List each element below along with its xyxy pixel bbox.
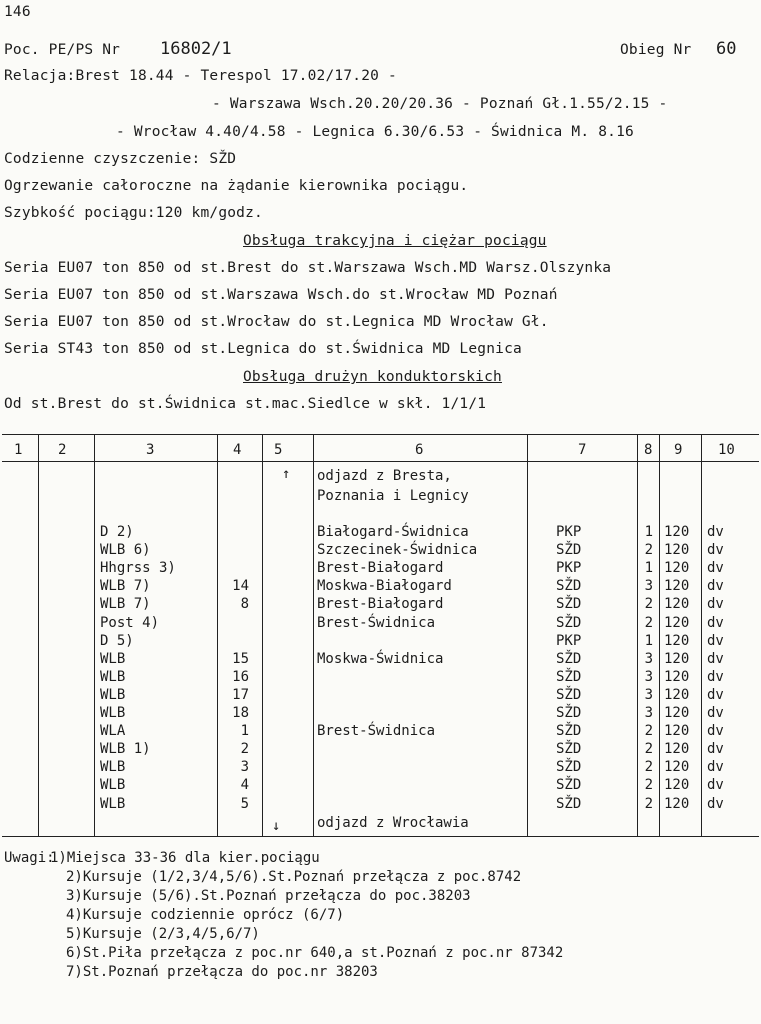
cell-c6: Brest-Białogard: [317, 596, 444, 613]
cell-c8: 1: [644, 632, 653, 649]
cell-c8: 2: [644, 723, 653, 740]
cell-c9: 120: [664, 777, 690, 794]
cleaning-info: Codzienne czyszczenie: SŽD: [4, 151, 237, 167]
cell-c4: 16: [232, 668, 249, 685]
col-header: 10: [718, 442, 735, 458]
traction-line: Seria EU07 ton 850 od st.Brest do st.Warszawa Wsch.MD Warsz.Olszynka: [4, 260, 612, 276]
cell-c7: SŽD: [556, 795, 582, 812]
cell-c9: 120: [664, 524, 690, 540]
cell-c9: 120: [664, 560, 690, 577]
cell-c8: 2: [644, 542, 653, 559]
cell-c10: dv: [707, 632, 724, 649]
circulation-label: Obieg Nr: [620, 42, 692, 58]
traction-line: Seria ST43 ton 850 od st.Legnica do st.Świdnica MD Legnica: [4, 341, 522, 357]
cell-c10: dv: [707, 777, 724, 794]
cell-c3: WLB: [100, 795, 126, 812]
cell-c10: dv: [707, 686, 724, 703]
cell-c8: 2: [644, 759, 653, 776]
cell-c9: 120: [664, 542, 690, 559]
cell-c3: Hhgrss 3): [100, 560, 176, 577]
traction-line: Seria EU07 ton 850 od st.Wrocław do st.Legnica MD Wrocław Gł.: [4, 314, 549, 330]
traction-title: Obsługa trakcyjna i ciężar pociągu: [243, 233, 547, 249]
cell-c6: Moskwa-Białogard: [317, 578, 452, 595]
arrow-down-icon: ↓: [272, 818, 281, 834]
cell-c10: dv: [707, 524, 724, 540]
cell-c10: dv: [707, 795, 724, 812]
cell-c3: D 2): [100, 524, 134, 540]
table-col-divider: [637, 434, 638, 837]
cell-c9: 120: [664, 741, 690, 758]
cell-c7: SŽD: [556, 614, 582, 631]
cell-c10: dv: [707, 596, 724, 613]
table-col-divider: [217, 434, 218, 837]
note-item: 4)Kursuje codziennie oprócz (6/7): [66, 907, 345, 923]
cell-c7: SŽD: [556, 596, 582, 613]
cell-c8: 3: [644, 668, 653, 685]
cell-c4: 8: [240, 596, 249, 613]
arrow-up-icon: ↑: [282, 466, 291, 482]
cell-c9: 120: [664, 686, 690, 703]
cell-c6: Moskwa-Świdnica: [317, 650, 444, 667]
cell-c4: 3: [240, 759, 249, 776]
note-item: 3)Kursuje (5/6).St.Poznań przełącza do poc.38203: [66, 888, 471, 904]
cell-c10: dv: [707, 614, 724, 631]
cell-c7: SŽD: [556, 723, 582, 740]
cell-c7: PKP: [556, 524, 582, 540]
cell-c7: SŽD: [556, 668, 582, 685]
train-number: 16802/1: [160, 39, 232, 59]
col-header: 6: [415, 442, 424, 458]
traction-line: Seria EU07 ton 850 od st.Warszawa Wsch.do st.Wrocław MD Poznań: [4, 287, 558, 303]
col-header: 2: [58, 442, 67, 458]
cell-c8: 2: [644, 614, 653, 631]
cell-c3: WLB: [100, 668, 126, 685]
cell-c4: 1: [240, 723, 249, 740]
cell-c8: 1: [644, 560, 653, 577]
cell-c8: 3: [644, 650, 653, 667]
cell-c3: WLA: [100, 723, 126, 740]
cell-c3: WLB: [100, 705, 126, 721]
table-col-divider: [262, 434, 263, 837]
heating-info: Ogrzewanie całoroczne na żądanie kierownika pociągu.: [4, 178, 469, 194]
cell-c7: SŽD: [556, 777, 582, 794]
cell-c10: dv: [707, 578, 724, 595]
cell-c6: Szczecinek-Świdnica: [317, 542, 478, 559]
table-bottom-border: [2, 836, 759, 837]
col-header: 7: [578, 442, 587, 458]
cell-c3: WLB: [100, 777, 126, 794]
cell-c3: WLB: [100, 759, 126, 776]
cell-c10: dv: [707, 723, 724, 740]
cell-c10: dv: [707, 759, 724, 776]
col-header: 8: [644, 442, 653, 458]
cell-c9: 120: [664, 650, 690, 667]
cell-c6: Brest-Świdnica: [317, 614, 436, 631]
cell-c8: 1: [644, 524, 653, 540]
cell-c7: SŽD: [556, 578, 582, 595]
cell-c4: 2: [240, 741, 249, 758]
departure-top-line-2: Poznania i Legnicy: [317, 488, 469, 504]
cell-c10: dv: [707, 560, 724, 577]
cell-c10: dv: [707, 741, 724, 758]
note-item: 1)Miejsca 33-36 dla kier.pociągu: [50, 850, 320, 866]
cell-c9: 120: [664, 759, 690, 776]
cell-c9: 120: [664, 723, 690, 740]
table-col-divider: [313, 434, 314, 837]
train-header-label: Poc. PE/PS Nr: [4, 42, 121, 58]
cell-c9: 120: [664, 578, 690, 595]
cell-c4: 14: [232, 578, 249, 595]
cell-c10: dv: [707, 668, 724, 685]
note-item: 2)Kursuje (1/2,3/4,5/6).St.Poznań przełącza z poc.8742: [66, 869, 522, 885]
table-col-divider: [701, 434, 702, 837]
cell-c7: SŽD: [556, 650, 582, 667]
cell-c3: WLB: [100, 650, 126, 667]
cell-c10: dv: [707, 650, 724, 667]
cell-c6: Brest-Białogard: [317, 560, 444, 577]
page-number: 146: [4, 4, 31, 20]
cell-c3: WLB 7): [100, 578, 151, 595]
cell-c8: 3: [644, 686, 653, 703]
note-item: 7)St.Poznań przełącza do poc.nr 38203: [66, 964, 378, 980]
col-header: 9: [674, 442, 683, 458]
cell-c4: 15: [232, 650, 249, 667]
cell-c3: WLB: [100, 686, 126, 703]
route-line-3: - Wrocław 4.40/4.58 - Legnica 6.30/6.53 - Świdnica M. 8.16: [116, 124, 634, 140]
cell-c8: 2: [644, 596, 653, 613]
note-item: 6)St.Piła przełącza z poc.nr 640,a st.Poznań z poc.nr 87342: [66, 945, 564, 961]
col-header: 1: [14, 442, 23, 458]
cell-c3: WLB 6): [100, 542, 151, 559]
table-col-divider: [659, 434, 660, 837]
route-line-1: Relacja:Brest 18.44 - Terespol 17.02/17.20 -: [4, 68, 397, 84]
cell-c9: 120: [664, 632, 690, 649]
cell-c8: 2: [644, 795, 653, 812]
cell-c3: WLB 1): [100, 741, 151, 758]
departure-top-line-1: odjazd z Bresta,: [317, 468, 452, 484]
cell-c8: 2: [644, 741, 653, 758]
circulation-number: 60: [716, 39, 737, 59]
cell-c9: 120: [664, 668, 690, 685]
cell-c8: 2: [644, 777, 653, 794]
cell-c6: Brest-Świdnica: [317, 723, 436, 740]
cell-c3: Post 4): [100, 614, 160, 631]
cell-c7: SŽD: [556, 705, 582, 721]
cell-c6: Białogard-Świdnica: [317, 524, 469, 540]
speed-info: Szybkość pociągu:120 km/godz.: [4, 205, 263, 221]
table-col-divider: [38, 434, 39, 837]
cell-c7: SŽD: [556, 542, 582, 559]
cell-c4: 17: [232, 686, 249, 703]
cell-c4: 18: [232, 705, 249, 721]
cell-c8: 3: [644, 705, 653, 721]
cell-c7: PKP: [556, 560, 582, 577]
cell-c9: 120: [664, 614, 690, 631]
cell-c3: WLB 7): [100, 596, 151, 613]
table-header-border: [2, 461, 759, 462]
cell-c7: SŽD: [556, 759, 582, 776]
col-header: 3: [146, 442, 155, 458]
notes-label: Uwagi:: [4, 850, 55, 866]
departure-bottom: odjazd z Wrocławia: [317, 815, 469, 831]
table-col-divider: [527, 434, 528, 837]
cell-c4: 4: [240, 777, 249, 794]
route-line-2: - Warszawa Wsch.20.20/20.36 - Poznań Gł.1.55/2.15 -: [212, 96, 668, 112]
cell-c7: SŽD: [556, 686, 582, 703]
col-header: 5: [274, 442, 283, 458]
cell-c4: 5: [240, 795, 249, 812]
cell-c9: 120: [664, 795, 690, 812]
crew-title: Obsługa drużyn konduktorskich: [243, 369, 502, 385]
cell-c9: 120: [664, 596, 690, 613]
table-top-border: [2, 434, 759, 435]
cell-c8: 3: [644, 578, 653, 595]
cell-c10: dv: [707, 542, 724, 559]
cell-c3: D 5): [100, 632, 134, 649]
table-col-divider: [94, 434, 95, 837]
cell-c7: SŽD: [556, 741, 582, 758]
cell-c9: 120: [664, 705, 690, 721]
col-header: 4: [233, 442, 242, 458]
cell-c10: dv: [707, 705, 724, 721]
note-item: 5)Kursuje (2/3,4/5,6/7): [66, 926, 260, 942]
cell-c7: PKP: [556, 632, 582, 649]
crew-line: Od st.Brest do st.Świdnica st.mac.Siedlce w skł. 1/1/1: [4, 396, 487, 412]
